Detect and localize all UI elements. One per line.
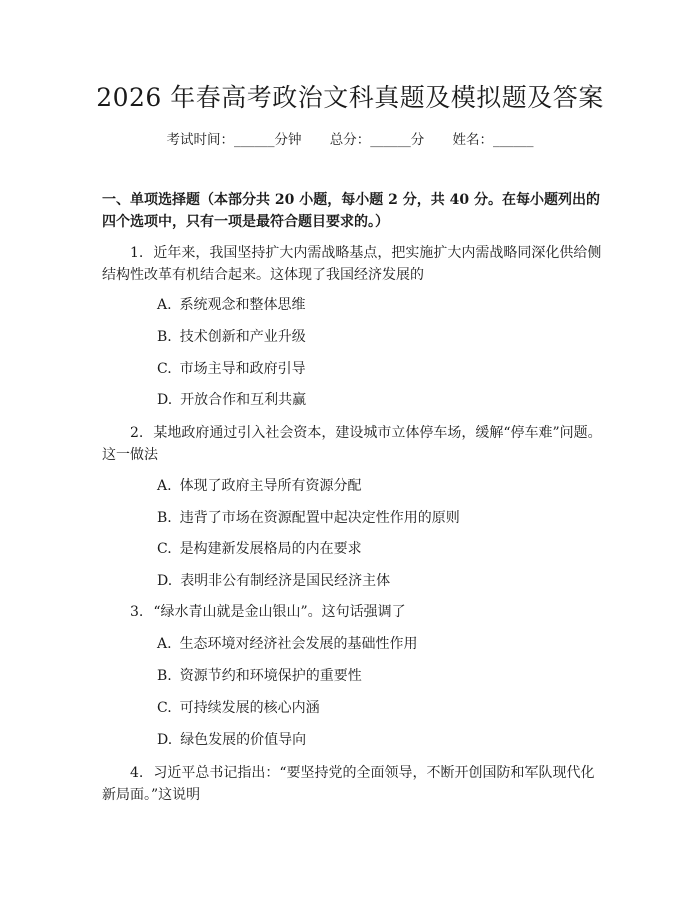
- option-item: [157, 538, 362, 560]
- option-text: 开放合作和互利共赢: [180, 392, 307, 408]
- exam-time-field: 考试时间：______分钟: [166, 132, 302, 148]
- option-text: 违背了市场在资源配置中起决定性作用的原则: [179, 510, 460, 526]
- option-letter: D.: [157, 732, 173, 748]
- page-title: 2026 年春高考政治文科真题及模拟题及答案: [96, 83, 604, 112]
- option-letter: D.: [157, 392, 173, 408]
- question-stem: [102, 601, 607, 623]
- option-text: 体现了政府主导所有资源分配: [179, 478, 362, 494]
- option-text: 绿色发展的价值导向: [180, 732, 307, 748]
- option-text: 市场主导和政府引导: [179, 361, 306, 377]
- option-item: [157, 665, 362, 687]
- question-number: 1.: [130, 245, 144, 261]
- total-score-field: 总分：______分: [329, 132, 425, 148]
- option-letter: A.: [157, 297, 172, 313]
- option-item: [157, 475, 362, 497]
- option-text: 生态环境对经济社会发展的基础性作用: [179, 636, 418, 652]
- option-item: [157, 507, 460, 529]
- option-text: 表明非公有制经济是国民经济主体: [180, 573, 391, 589]
- option-item: [157, 326, 306, 348]
- option-text: 系统观念和整体思维: [179, 297, 306, 313]
- exam-info-line: [0, 130, 700, 150]
- option-item: [157, 570, 390, 592]
- question-number: 4.: [130, 765, 144, 781]
- question-stem: [102, 422, 607, 466]
- option-letter: B.: [157, 510, 172, 526]
- option-item: [157, 358, 306, 380]
- option-item: [157, 389, 306, 411]
- option-text: 资源节约和环境保护的重要性: [179, 668, 362, 684]
- section-heading: 一、单项选择题（本部分共 20 小题，每小题 2 分，共 40 分。在每小题列出的四个选项中，只有一项是最符合题目要求的。）: [102, 192, 600, 230]
- question-number: 3.: [130, 604, 144, 620]
- option-letter: C.: [157, 700, 172, 716]
- student-name-field: 姓名：______: [452, 132, 534, 148]
- option-text: 技术创新和产业升级: [179, 329, 306, 345]
- question-stem: [102, 242, 607, 286]
- option-letter: C.: [157, 541, 172, 557]
- option-letter: A.: [157, 478, 172, 494]
- question-number: 2.: [130, 425, 144, 441]
- option-item: [157, 633, 418, 655]
- option-text: 是构建新发展格局的内在要求: [179, 541, 362, 557]
- question-stem: [102, 762, 607, 806]
- option-letter: A.: [157, 636, 172, 652]
- option-item: [157, 729, 306, 751]
- question-text: 某地政府通过引入社会资本，建设城市立体停车场，缓解“停车难”问题。这一做法: [102, 425, 602, 463]
- question-text: 习近平总书记指出：“要坚持党的全面领导，不断开创国防和军队现代化新局面。”这说明: [102, 765, 595, 803]
- option-item: [157, 697, 320, 719]
- question-text: “绿水青山就是金山银山”。这句话强调了: [153, 604, 406, 620]
- option-letter: D.: [157, 573, 173, 589]
- option-text: 可持续发展的核心内涵: [179, 700, 320, 716]
- option-item: [157, 294, 306, 316]
- question-text: 近年来，我国坚持扩大内需战略基点，把实施扩大内需战略同深化供给侧结构性改革有机结合起来。这体现了我国经济发展的: [102, 245, 602, 283]
- option-letter: C.: [157, 361, 172, 377]
- option-letter: B.: [157, 329, 172, 345]
- option-letter: B.: [157, 668, 172, 684]
